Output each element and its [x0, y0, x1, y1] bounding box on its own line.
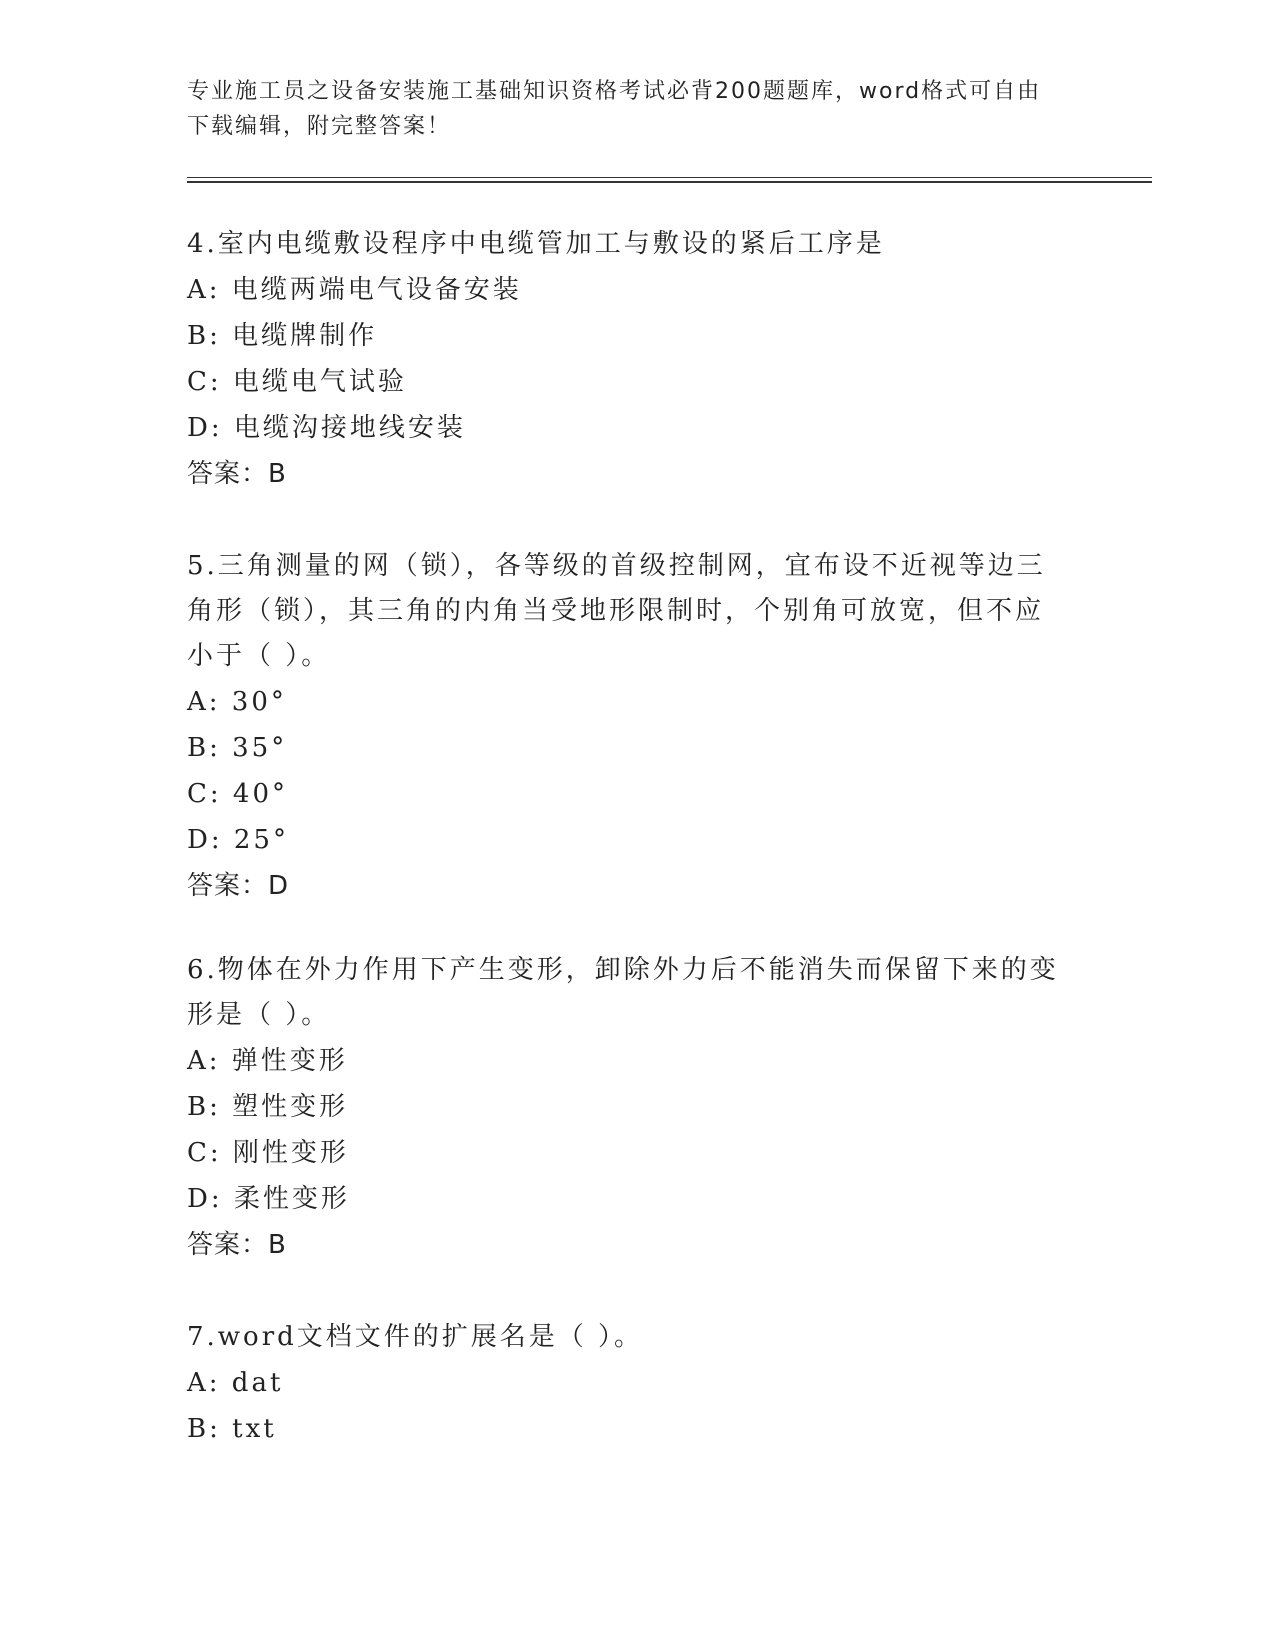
question-6: [187, 948, 1067, 1268]
question-5: [187, 544, 1067, 909]
option-d: D: 柔性变形: [187, 1184, 350, 1214]
question-text-line-2: 角形（锁），其三角的内角当受地形限制时，个别角可放宽，但不应: [187, 596, 1045, 626]
header-line-1: 专业施工员之设备安装施工基础知识资格考试必背200题题库，word格式可自由: [187, 79, 1042, 104]
question-text: 7.word文档文件的扩展名是（ ）。: [187, 1322, 644, 1352]
question-text-line-1: 6.物体在外力作用下产生变形，卸除外力后不能消失而保留下来的变: [187, 955, 1059, 985]
option-a: A: 30°: [187, 687, 287, 717]
question-text: 4.室内电缆敷设程序中电缆管加工与敷设的紧后工序是: [187, 229, 885, 259]
answer: 答案：B: [187, 1230, 287, 1260]
option-a: A: 电缆两端电气设备安装: [187, 275, 522, 305]
question-text-line-3: 小于（ ）。: [187, 641, 331, 671]
option-c: C: 电缆电气试验: [187, 367, 407, 397]
question-4: [187, 222, 1067, 497]
answer: 答案：B: [187, 459, 287, 489]
option-b: B: txt: [187, 1414, 277, 1444]
header-divider-thin: [187, 177, 1152, 178]
option-a: A: dat: [187, 1368, 284, 1398]
option-c: C: 40°: [187, 779, 289, 809]
option-b: B: 电缆牌制作: [187, 321, 378, 351]
option-d: D: 25°: [187, 825, 289, 855]
question-7: [187, 1315, 1067, 1452]
question-text-line-2: 形是（ ）。: [187, 1000, 331, 1030]
option-b: B: 塑性变形: [187, 1092, 349, 1122]
option-a: A: 弹性变形: [187, 1046, 348, 1076]
document-header: [187, 74, 1067, 144]
answer: 答案：D: [187, 871, 290, 901]
option-c: C: 刚性变形: [187, 1138, 349, 1168]
question-text-line-1: 5.三角测量的网（锁），各等级的首级控制网，宜布设不近视等边三: [187, 551, 1046, 581]
header-line-2: 下载编辑，附完整答案！: [187, 114, 452, 139]
option-d: D: 电缆沟接地线安装: [187, 413, 466, 443]
option-b: B: 35°: [187, 733, 288, 763]
header-divider-thick: [187, 181, 1152, 183]
